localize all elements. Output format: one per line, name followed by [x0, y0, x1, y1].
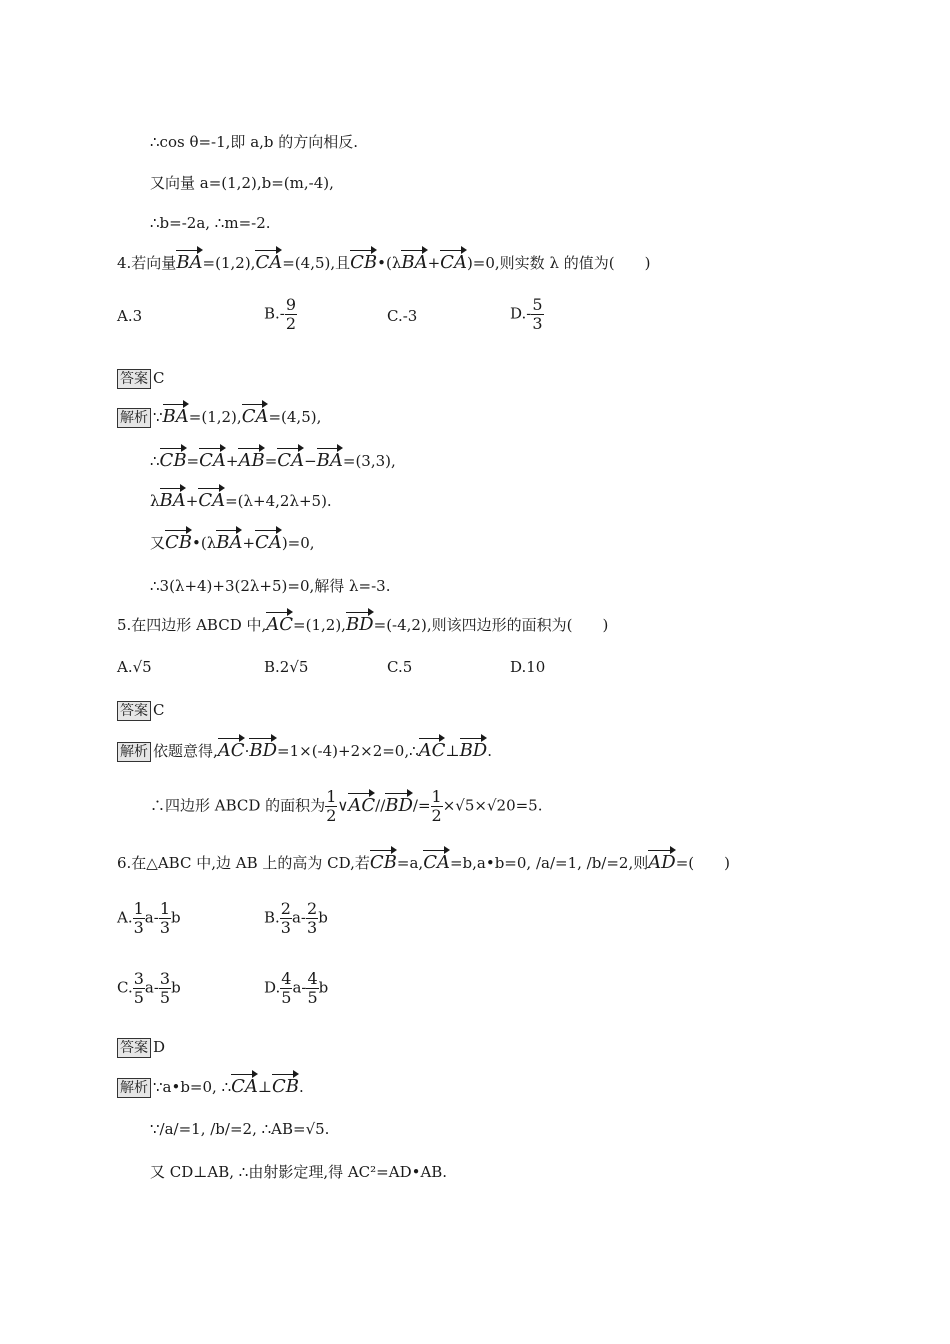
- analysis-line: ∴3(λ+4)+3(2λ+5)=0,解得 λ=-3.: [150, 577, 391, 595]
- answer-row: 答案 D: [117, 1036, 165, 1058]
- option-c: C.5: [387, 658, 413, 676]
- option-a: A. $\frac{1}{3}$ a- $\frac{1}{3}$ b: [117, 899, 181, 937]
- option-d: D.- $\frac{5}{3}$: [510, 295, 543, 333]
- analysis-row: 解析 ∵a•b=0, ∴CA⊥CB.: [117, 1076, 304, 1098]
- answer-tag: 答案: [117, 369, 151, 389]
- option-c: C. $\frac{3}{5}$ a- $\frac{3}{5}$ b: [117, 969, 181, 1007]
- text-line: ∴b=-2a, ∴m=-2.: [150, 214, 271, 232]
- question-5-stem: 5.在四边形 ABCD 中,AC=(1,2),BD=(-4,2),则该四边形的面积为( ): [117, 614, 609, 635]
- analysis-row: 解析 依题意得,AC·BD=1×(-4)+2×2=0,∴AC⊥BD.: [117, 740, 492, 762]
- option-b: B.2√5: [264, 658, 309, 676]
- analysis-tag: 解析: [117, 1078, 151, 1098]
- text-line: ∴cos θ=-1,即 a,b 的方向相反.: [150, 133, 359, 151]
- analysis-line: ∴CB=CA+AB=CA−BA=(3,3),: [150, 450, 396, 471]
- analysis-line: 又 CD⊥AB, ∴由射影定理,得 AC²=AD•AB.: [150, 1163, 448, 1181]
- analysis-tag: 解析: [117, 408, 151, 428]
- analysis-line: ∵/a/=1, /b/=2, ∴AB=√5.: [150, 1120, 330, 1138]
- question-6-stem: 6.在△ABC 中,边 AB 上的高为 CD,若CB=a,CA=b,a•b=0, /a/=1, /b/=2,则AD=( ): [117, 852, 730, 873]
- analysis-tag: 解析: [117, 742, 151, 762]
- analysis-line: 又CB•(λBA+CA)=0,: [150, 532, 315, 553]
- analysis-line: ∴四边形 ABCD 的面积为 $\frac{1}{2}$ ∨AC//BD/= $\frac{1}{2}$ ×√5×√20=5.: [150, 787, 543, 825]
- analysis-row: 解析 ∵BA=(1,2),CA=(4,5),: [117, 406, 321, 428]
- answer-tag: 答案: [117, 1038, 151, 1058]
- answer-tag: 答案: [117, 701, 151, 721]
- text-line: 又向量 a=(1,2),b=(m,-4),: [150, 174, 334, 192]
- analysis-line: λBA+CA=(λ+4,2λ+5).: [150, 490, 332, 511]
- option-a: A.√5: [117, 658, 152, 676]
- option-b: B.- $\frac{9}{2}$: [264, 295, 297, 333]
- answer-row: 答案 C: [117, 367, 164, 389]
- option-d: D. $\frac{4}{5}$ a- $\frac{4}{5}$ b: [264, 969, 329, 1007]
- option-b: B. $\frac{2}{3}$ a- $\frac{2}{3}$ b: [264, 899, 328, 937]
- question-4-stem: 4.若向量BA=(1,2),CA=(4,5),且CB•(λBA+CA)=0,则实数 λ 的值为( ): [117, 252, 651, 273]
- option-d: D.10: [510, 658, 546, 676]
- option-a: A.3: [117, 307, 143, 325]
- answer-row: 答案 C: [117, 699, 164, 721]
- option-c: C.-3: [387, 307, 418, 325]
